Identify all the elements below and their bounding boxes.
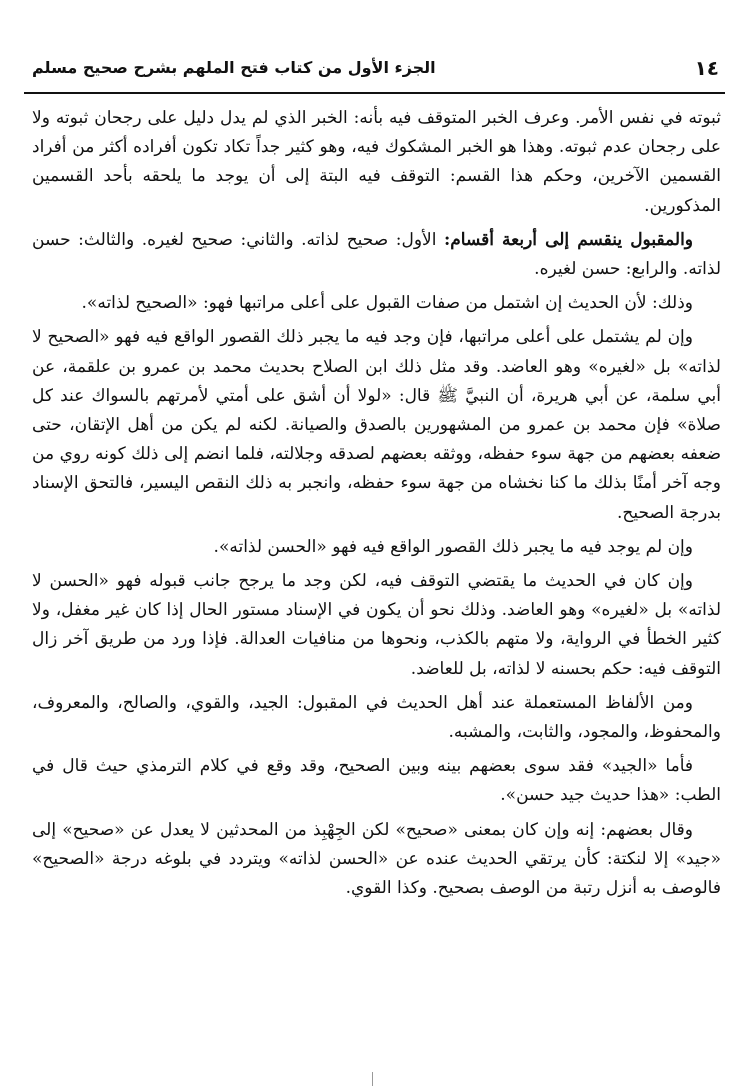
body-text <box>32 104 721 908</box>
page-number: ١٤ <box>694 56 719 80</box>
paragraph-2 <box>32 226 721 284</box>
paragraph-3: وذلك: لأن الحديث إن اشتمل من صفات القبول على أعلى مراتبها فهو: «الصحيح لذاته». <box>81 293 693 314</box>
paragraph-4: وإن لم يشتمل على أعلى مراتبها، فإن وجد فيه ما يجبر ذلك القصور الواقع فيه فهو «الصحيح لا لذاته» بل «لغيره» وهو العاضد. وقد مثل ذلك ابن الصلاح بحديث محمد بن عمرو بن علقمة، عن أبي سلمة، عن أبي هريرة، أن النبيَّ ﷺ قال: «لولا أن أشق على أمتي لأمرتهم بالسواك عند كل صلاة» فإن محمد بن عمرو من المشهورين بالصدق والصيانة. لكنه لم يكن من أهل الإتقان، حتى ضعفه بعضهم من جهة سوء حفظه، ووثقه بعضهم لصدقه وجلالته، فلما انضم إلى ذلك كونه روي من وجه آخر أمنًا بذلك ما كنا نخشاه من جهة سوء حفظه، وانجبر به ذلك النقص اليسير، فالتحق الإسناد بدرجة الصحيح. <box>32 327 721 523</box>
paragraph-1: ثبوته في نفس الأمر. وعرف الخبر المتوقف فيه بأنه: الخبر الذي لم يدل دليل على رجحان ثبوته ولا على رجحان عدم ثبوته. وهذا هو الخبر المشكوك فيه، وهو كثير جداً تكاد تكون أفراده أكثر من أفراد القسمين الآخرين، وحكم هذا القسم: التوقف فيه البتة إلى أن يوجد ما يلحقه بأحد القسمين المذكورين. <box>32 108 721 216</box>
page-header <box>28 52 725 92</box>
paragraph-2-lead: والمقبول ينقسم إلى أربعة أقسام: <box>444 229 693 250</box>
running-title: الجزء الأول من كتاب فتح الملهم بشرح صحيح مسلم <box>32 58 436 77</box>
paragraph-8: فأما «الجيد» فقد سوى بعضهم بينه وبين الصحيح، وقد وقع في كلام الترمذي حيث قال في الطب: «هذا حديث جيد حسن». <box>32 756 721 806</box>
paragraph-5: وإن لم يوجد فيه ما يجبر ذلك القصور الواقع فيه فهو «الحسن لذاته». <box>213 536 693 557</box>
scan-mark <box>372 1072 375 1086</box>
paragraph-6: وإن كان في الحديث ما يقتضي التوقف فيه، لكن وجد ما يرجح جانب قبوله فهو «الحسن لا لذاته» بل «لغيره» وهو العاضد. وذلك نحو أن يكون في الإسناد مستور الحال إذا كان غير مغفل، ولا كثير الخطأ في الرواية، ولا متهم بالكذب، ونحوها من منافيات العدالة. فإذا ورد من طريق آخر زال التوقف فيه: حكم بحسنه لا لذاته، بل للعاضد. <box>32 571 721 679</box>
paragraph-7: ومن الألفاظ المستعملة عند أهل الحديث في المقبول: الجيد، والقوي، والصالح، والمعروف، والمحفوظ، والمجود، والثابت، والمشبه. <box>32 692 721 743</box>
paragraph-9: وقال بعضهم: إنه وإن كان بمعنى «صحيح» لكن الجِهْبِذ من المحدثين لا يعدل عن «صحيح» إلى «جيد» إلا لنكتة: كأن يرتقي الحديث عنده عن «الحسن لذاته» ويتردد في بلوغه درجة «الصحيح» فالوصف به أنزل رتبة من الوصف بصحيح. وكذا القوي. <box>32 819 721 899</box>
paragraph-2-text: الأول: صحيح لذاته. والثاني: صحيح لغيره. والثالث: حسن لذاته. والرابع: حسن لغيره. <box>32 229 721 280</box>
header-divider <box>24 92 725 94</box>
